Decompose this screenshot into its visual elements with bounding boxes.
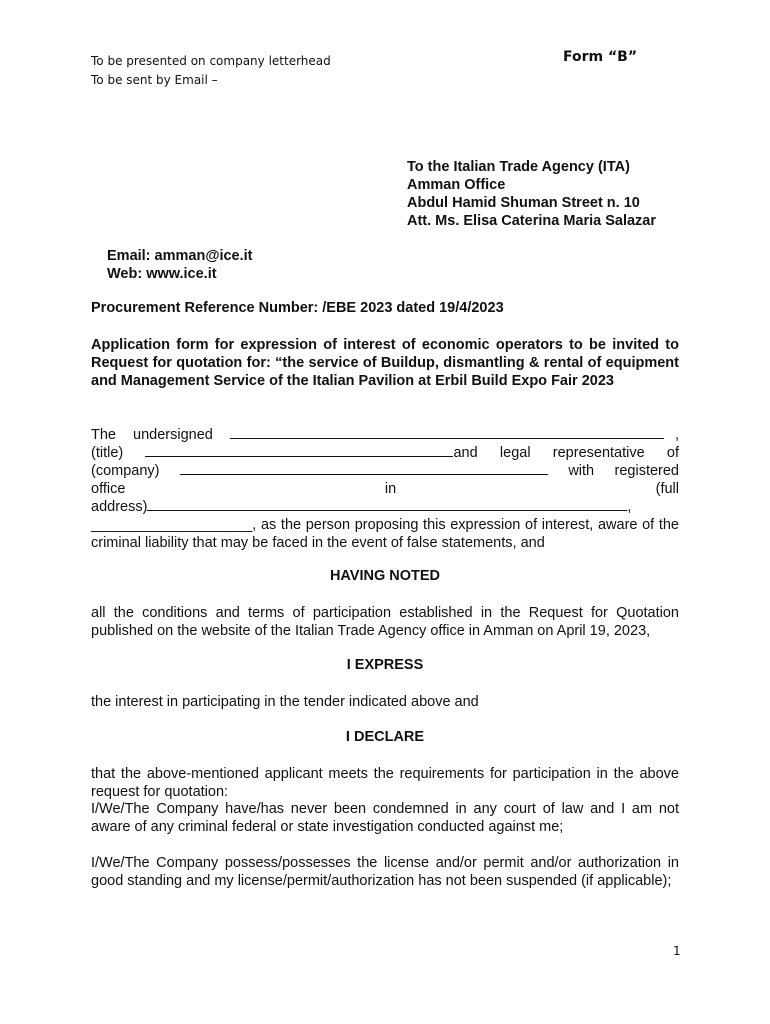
undersigned-row-1 (91, 426, 679, 444)
heading-i-declare: I DECLARE (345, 729, 425, 745)
word-legal: legal (499, 445, 531, 461)
company-blank-line (180, 462, 548, 475)
recipient-line-2: Amman Office (407, 177, 506, 193)
address-blank-line (147, 498, 627, 511)
word-the: The (91, 427, 116, 443)
recipient-line-1: To the Italian Trade Agency (ITA) (407, 159, 630, 175)
word-and: and (453, 445, 478, 461)
contact-block (107, 247, 253, 283)
undersigned-row-6 (91, 516, 679, 552)
word-with: with (568, 463, 595, 479)
heading-having-noted: HAVING NOTED (329, 568, 441, 584)
comma-mark-2: , (627, 499, 632, 515)
word-office: office (91, 481, 126, 497)
application-title: Application form for expression of interest of economic operators to be invited to Request for quotation for: “the service of Buildup, dismantling & rental of equipment and Management Service of the Italian Pavilion at Erbil Build Expo Fair 2023 (91, 337, 679, 389)
contact-web: Web: www.ice.it (107, 266, 217, 282)
recipient-line-3: Abdul Hamid Shuman Street n. 10 (407, 195, 640, 211)
undersigned-row-2 (91, 444, 679, 462)
undersigned-row-3 (91, 462, 679, 480)
interest-paragraph: the interest in participating in the tender indicated above and (91, 694, 479, 710)
email-instruction: To be sent by Email – (91, 73, 218, 87)
word-in: in (384, 481, 397, 497)
word-undersigned: undersigned (133, 427, 213, 443)
comma-mark: , (674, 427, 679, 443)
word-representative: representative (552, 445, 645, 461)
procurement-reference: Procurement Reference Number: /EBE 2023 dated 19/4/2023 (91, 300, 504, 316)
declare-no-condemnation: I/We/The Company have/has never been condemned in any court of law and I am not aware of any criminal federal or state investigation conducted against me; (91, 801, 679, 835)
title-blank-line (145, 444, 453, 457)
letterhead-note (91, 52, 331, 90)
contact-email: Email: amman@ice.it (107, 248, 253, 264)
letterhead-instruction: To be presented on company letterhead (91, 54, 331, 68)
label-address: address) (91, 499, 148, 515)
word-full: (full (655, 481, 679, 497)
undersigned-row-4 (91, 480, 679, 498)
word-registered: registered (614, 463, 679, 479)
recipient-line-4: Att. Ms. Elisa Caterina Maria Salazar (407, 213, 657, 229)
undersigned-block (91, 426, 679, 552)
heading-i-express: I EXPRESS (346, 657, 424, 673)
label-company: (company) (91, 463, 160, 479)
blank-tail: ____________________ (91, 517, 253, 533)
word-of: of (666, 445, 679, 461)
declare-requirements: that the above-mentioned applicant meets the requirements for participation in the above request for quotation: (91, 766, 679, 800)
name-blank-line (230, 426, 664, 439)
liability-text: , as the person proposing this expression of interest, aware of the criminal liability that may be faced in the event of false statements, and (91, 517, 679, 551)
undersigned-row-5 (91, 498, 679, 516)
page-number: 1 (673, 944, 681, 958)
conditions-paragraph: all the conditions and terms of participation established in the Request for Quotation published on the website of the Italian Trade Agency office in Amman on April 19, 2023, (91, 605, 679, 639)
recipient-address (407, 158, 656, 230)
declare-license: I/We/The Company possess/possesses the license and/or permit and/or authorization in good standing and my license/permit/authorization has not been suspended (if applicable); (91, 855, 679, 889)
label-title: (title) (91, 445, 124, 461)
form-label: Form “B” (563, 49, 638, 65)
